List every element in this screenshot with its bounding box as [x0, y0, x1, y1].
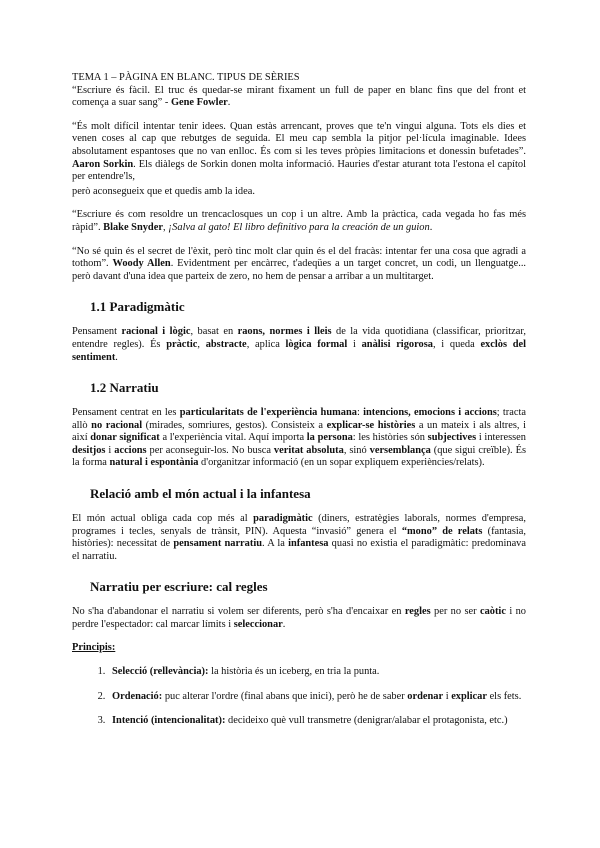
regles-paragraph: No s'ha d'abandonar el narratiu si volem ser diferents, però s'ha d'encaixar en regles per no ser caòtic i no perdre l'espectador: cal marcar límits i seleccionar. [72, 606, 526, 631]
document-page [72, 72, 526, 740]
paradigmatic-paragraph: Pensament racional i lògic, basat en raons, normes i lleis de la vida quotidiana (classificar, prioritzar, entendre regles). És pràctic, abstracte, aplica lògica formal i anàlisi rigorosa, i queda exclòs del sentiment. [72, 326, 526, 363]
document-title: TEMA 1 – PÀGINA EN BLANC. TIPUS DE SÈRIES [72, 72, 300, 83]
narratiu-paragraph: Pensament centrat en les particularitats de l'experiència humana: intencions, emocions i accions; tracta allò no racional (mirades, somriures, gestos). Consisteix a explicar-se històries a un mateix i als altres, i així donar significat a l'experiència vital. Aquí importa la persona: les històries són subjectives i interessen desitjos i accions per aconseguir-los. No busca veritat absoluta, sinó versemblança (que sigui creïble). És la forma natural i espontània d'organitzar informació (en un sopar expliquem experiències/relats). [72, 407, 526, 469]
quote-author: Gene Fowler [170, 97, 228, 109]
section-heading-relacio: Relació amb el món actual i la infantesa [90, 486, 311, 502]
relacio-paragraph: El món actual obliga cada cop més al paradigmàtic (diners, estratègies laborals, normes d'empresa, programes i tecles, senyals de trànsit, PIN). Aquesta “invasió” genera el “mono” de relats (fantasia, històries): necessitat de pensament narratiu. A la infantesa quasi no existia el paradigmàtic: predominava el narratiu. [72, 513, 526, 562]
quote-fowler: “Escriure és fàcil. El truc és quedar-se mirant fixament un full de paper en blanc fins que del front et comença a suar sang” - Gene Fowler. [72, 84, 526, 109]
quote-author: Blake Snyder [103, 221, 163, 233]
quote-allen: “No sé quin és el secret de l'èxit, però tinc molt clar quin és el del fracàs: intentar fer una cosa que agradi a tothom”. Woody Allen. Evidentment per encàrrec, t'adeqües a un target concret, un codi, un llenguatge... però davant d'una idea que parteix de zero, no hem de pensar a arribar a un multitarget. [72, 245, 527, 282]
principles-list [72, 666, 526, 728]
quote-snyder: “Escriure és com resoldre un trencaclosques un cop i un altre. Amb la pràctica, cada vegada ho fas més ràpid”. Blake Snyder, ¡Salva al gato! El libro definitivo para la creación de un guion. [72, 209, 526, 233]
principles-label: Principis: [72, 641, 116, 653]
list-item: 1. Selecció (rellevància): la història és un iceberg, en tria la punta. [108, 666, 526, 679]
quote-sorkin-extra: però aconsegueix que et quedis amb la idea. [72, 185, 255, 197]
list-item: 3. Intenció (intencionalitat): decideixo què vull transmetre (denigrar/alabar el protagonista, etc.) [108, 715, 526, 728]
quote-sorkin: “És molt difícil intentar tenir idees. Quan estàs arrencant, proves que te'n vingui alguna. Tots els dies et venen coses al cap que rebutges de seguida. El meu cap sembla la pitjor pel·lícula imaginable. Idees absolutament espantoses que no van enlloc. És com si les teves pròpies limitacions et donessin bufetades”. Aaron Sorkin. Els diàlegs de Sorkin donen molta informació. Hauries d'estar aturant tota l'estona el capítol per entendre'ls, [72, 120, 526, 183]
quote-author: Aaron Sorkin [72, 158, 134, 170]
list-item: 2. Ordenació: puc alterar l'ordre (final abans que inici), però he de saber ordenar i explicar els fets. [108, 691, 526, 704]
section-heading-regles: Narratiu per escriure: cal regles [90, 579, 268, 595]
quote-author: Woody Allen [112, 258, 171, 270]
book-title: ¡Salva al gato! El libro definitivo para la creación de un guion [168, 221, 430, 233]
section-heading-paradigmatic: 1.1 Paradigmàtic [90, 299, 185, 315]
section-heading-narratiu: 1.2 Narratiu [90, 380, 159, 396]
